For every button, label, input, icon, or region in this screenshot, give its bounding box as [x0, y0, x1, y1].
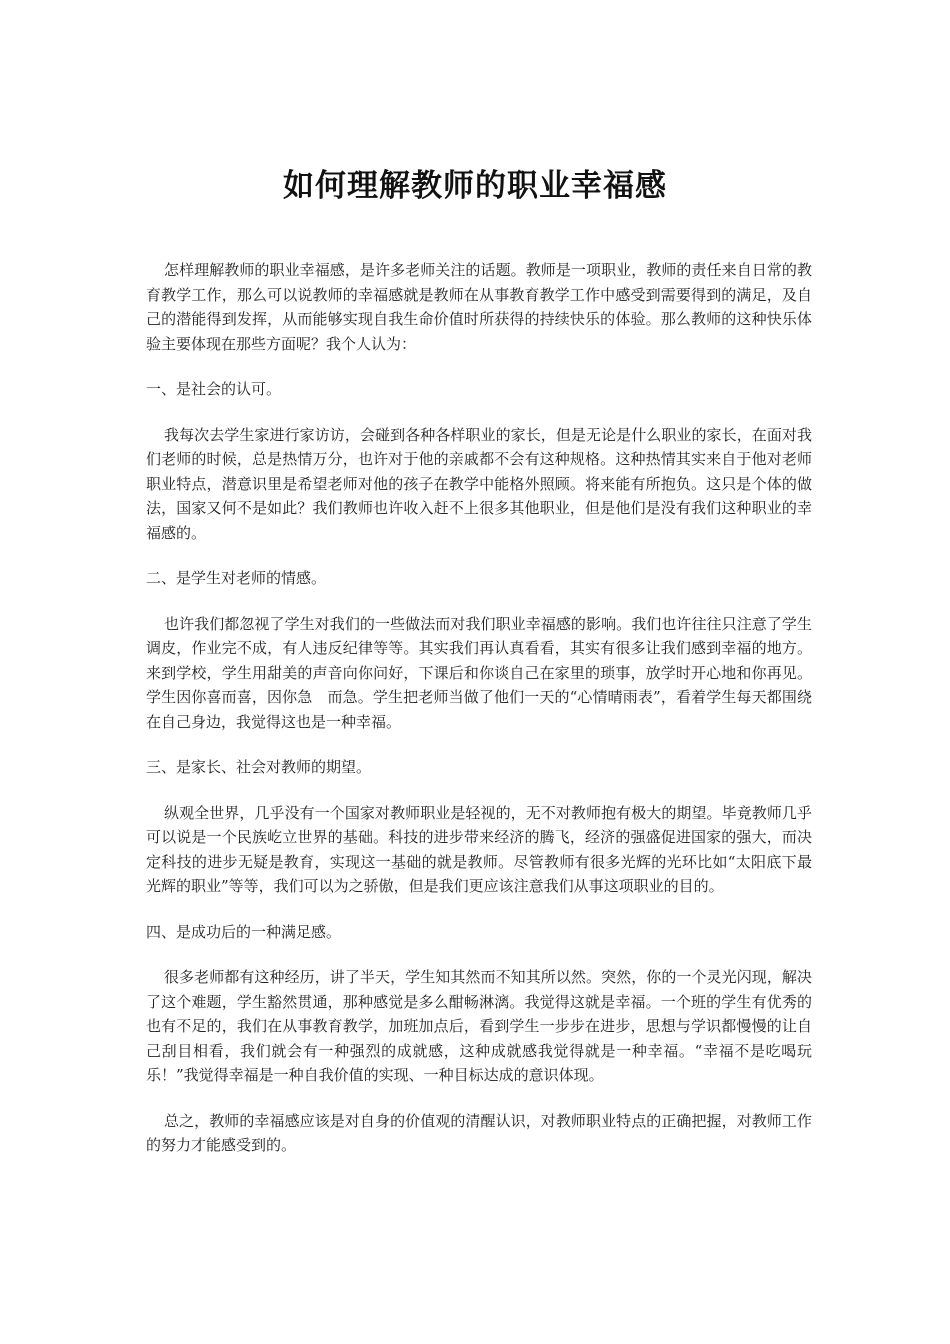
section-paragraph-2: 也许我们都忽视了学生对我们的一些做法而对我们职业幸福感的影响。我们也许往往只注意了学生调皮，作业完不成，有人违反纪律等等。其实我们再认真看看，其实有很多让我们感到幸福的地方。来到学校，学生用甜美的声音向你问好，下课后和你谈自己在家里的琐事，放学时开心地和你再见。学生因你喜而喜，因你急 而急。学生把老师当做了他们一天的“心情晴雨表”，看着学生每天都围绕在自己身边，我觉得这也是一种幸福。: [146, 614, 812, 731]
conclusion-paragraph: 总之，教师的幸福感应该是对自身的价值观的清醒认识，对教师职业特点的正确把握，对教师工作的努力才能感受到的。: [146, 1111, 812, 1154]
document-title: 如何理解教师的职业幸福感: [283, 168, 667, 204]
section-paragraph-3: 纵观全世界，几乎没有一个国家对教师职业是轻视的，无不对教师抱有极大的期望。毕竟教师几乎可以说是一个民族屹立世界的基础。科技的进步带来经济的腾飞，经济的强盛促进国家的强大，而决定科技的进步无疑是教育，实现这一基础的就是教师。尽管教师有很多光辉的光环比如“太阳底下最光辉的职业”等等，我们可以为之骄傲，但是我们更应该注意我们从事这项职业的目的。: [146, 803, 812, 895]
section-heading-2: 二、是学生对老师的情感。: [146, 569, 327, 587]
section-paragraph-1: 我每次去学生家进行家访访，会碰到各种各样职业的家长，但是无论是什么职业的家长，在面对我们老师的时候，总是热情万分，也许对于他的亲戚都不会有这种规格。这种热情其实来自于他对老师职业特点，潜意识里是希望老师对他的孩子在教学中能格外照顾。将来能有所抱负。这只是个体的做法，国家又何不是如此？我们教师也许收入赶不上很多其他职业，但是他们是没有我们这种职业的幸福感的。: [146, 425, 812, 542]
document-body: [146, 258, 812, 1179]
section-heading-3: 三、是家长、社会对教师的期望。: [146, 758, 372, 776]
section-heading-4: 四、是成功后的一种满足感。: [146, 922, 342, 941]
section-paragraph-4: 很多老师都有这种经历，讲了半天，学生知其然而不知其所以然。突然，你的一个灵光闪现，解决了这个难题，学生豁然贯通，那种感觉是多么酣畅淋漓。我觉得这就是幸福。一个班的学生有优秀的也有不足的，我们在从事教育教学，加班加点后，看到学生一步步在进步，思想与学识都慢慢的让自己刮目相看，我们就会有一种强烈的成就感，这种成就感我觉得就是一种幸福。“幸福不是吃喝玩乐！”我觉得幸福是一种自我价值的实现、一种目标达成的意识体现。: [146, 968, 812, 1084]
section-heading-1: 一、是社会的认可。: [146, 380, 282, 398]
intro-paragraph: 怎样理解教师的职业幸福感，是许多老师关注的话题。教师是一项职业，教师的责任来自日常的教育教学工作，那么可以说教师的幸福感就是教师在从事教育教学工作中感受到需要得到的满足，及自己的潜能得到发挥，从而能够实现自我生命价值时所获得的持续快乐的体验。那么教师的这种快乐体验主要体现在那些方面呢？我个人认为：: [146, 261, 812, 353]
